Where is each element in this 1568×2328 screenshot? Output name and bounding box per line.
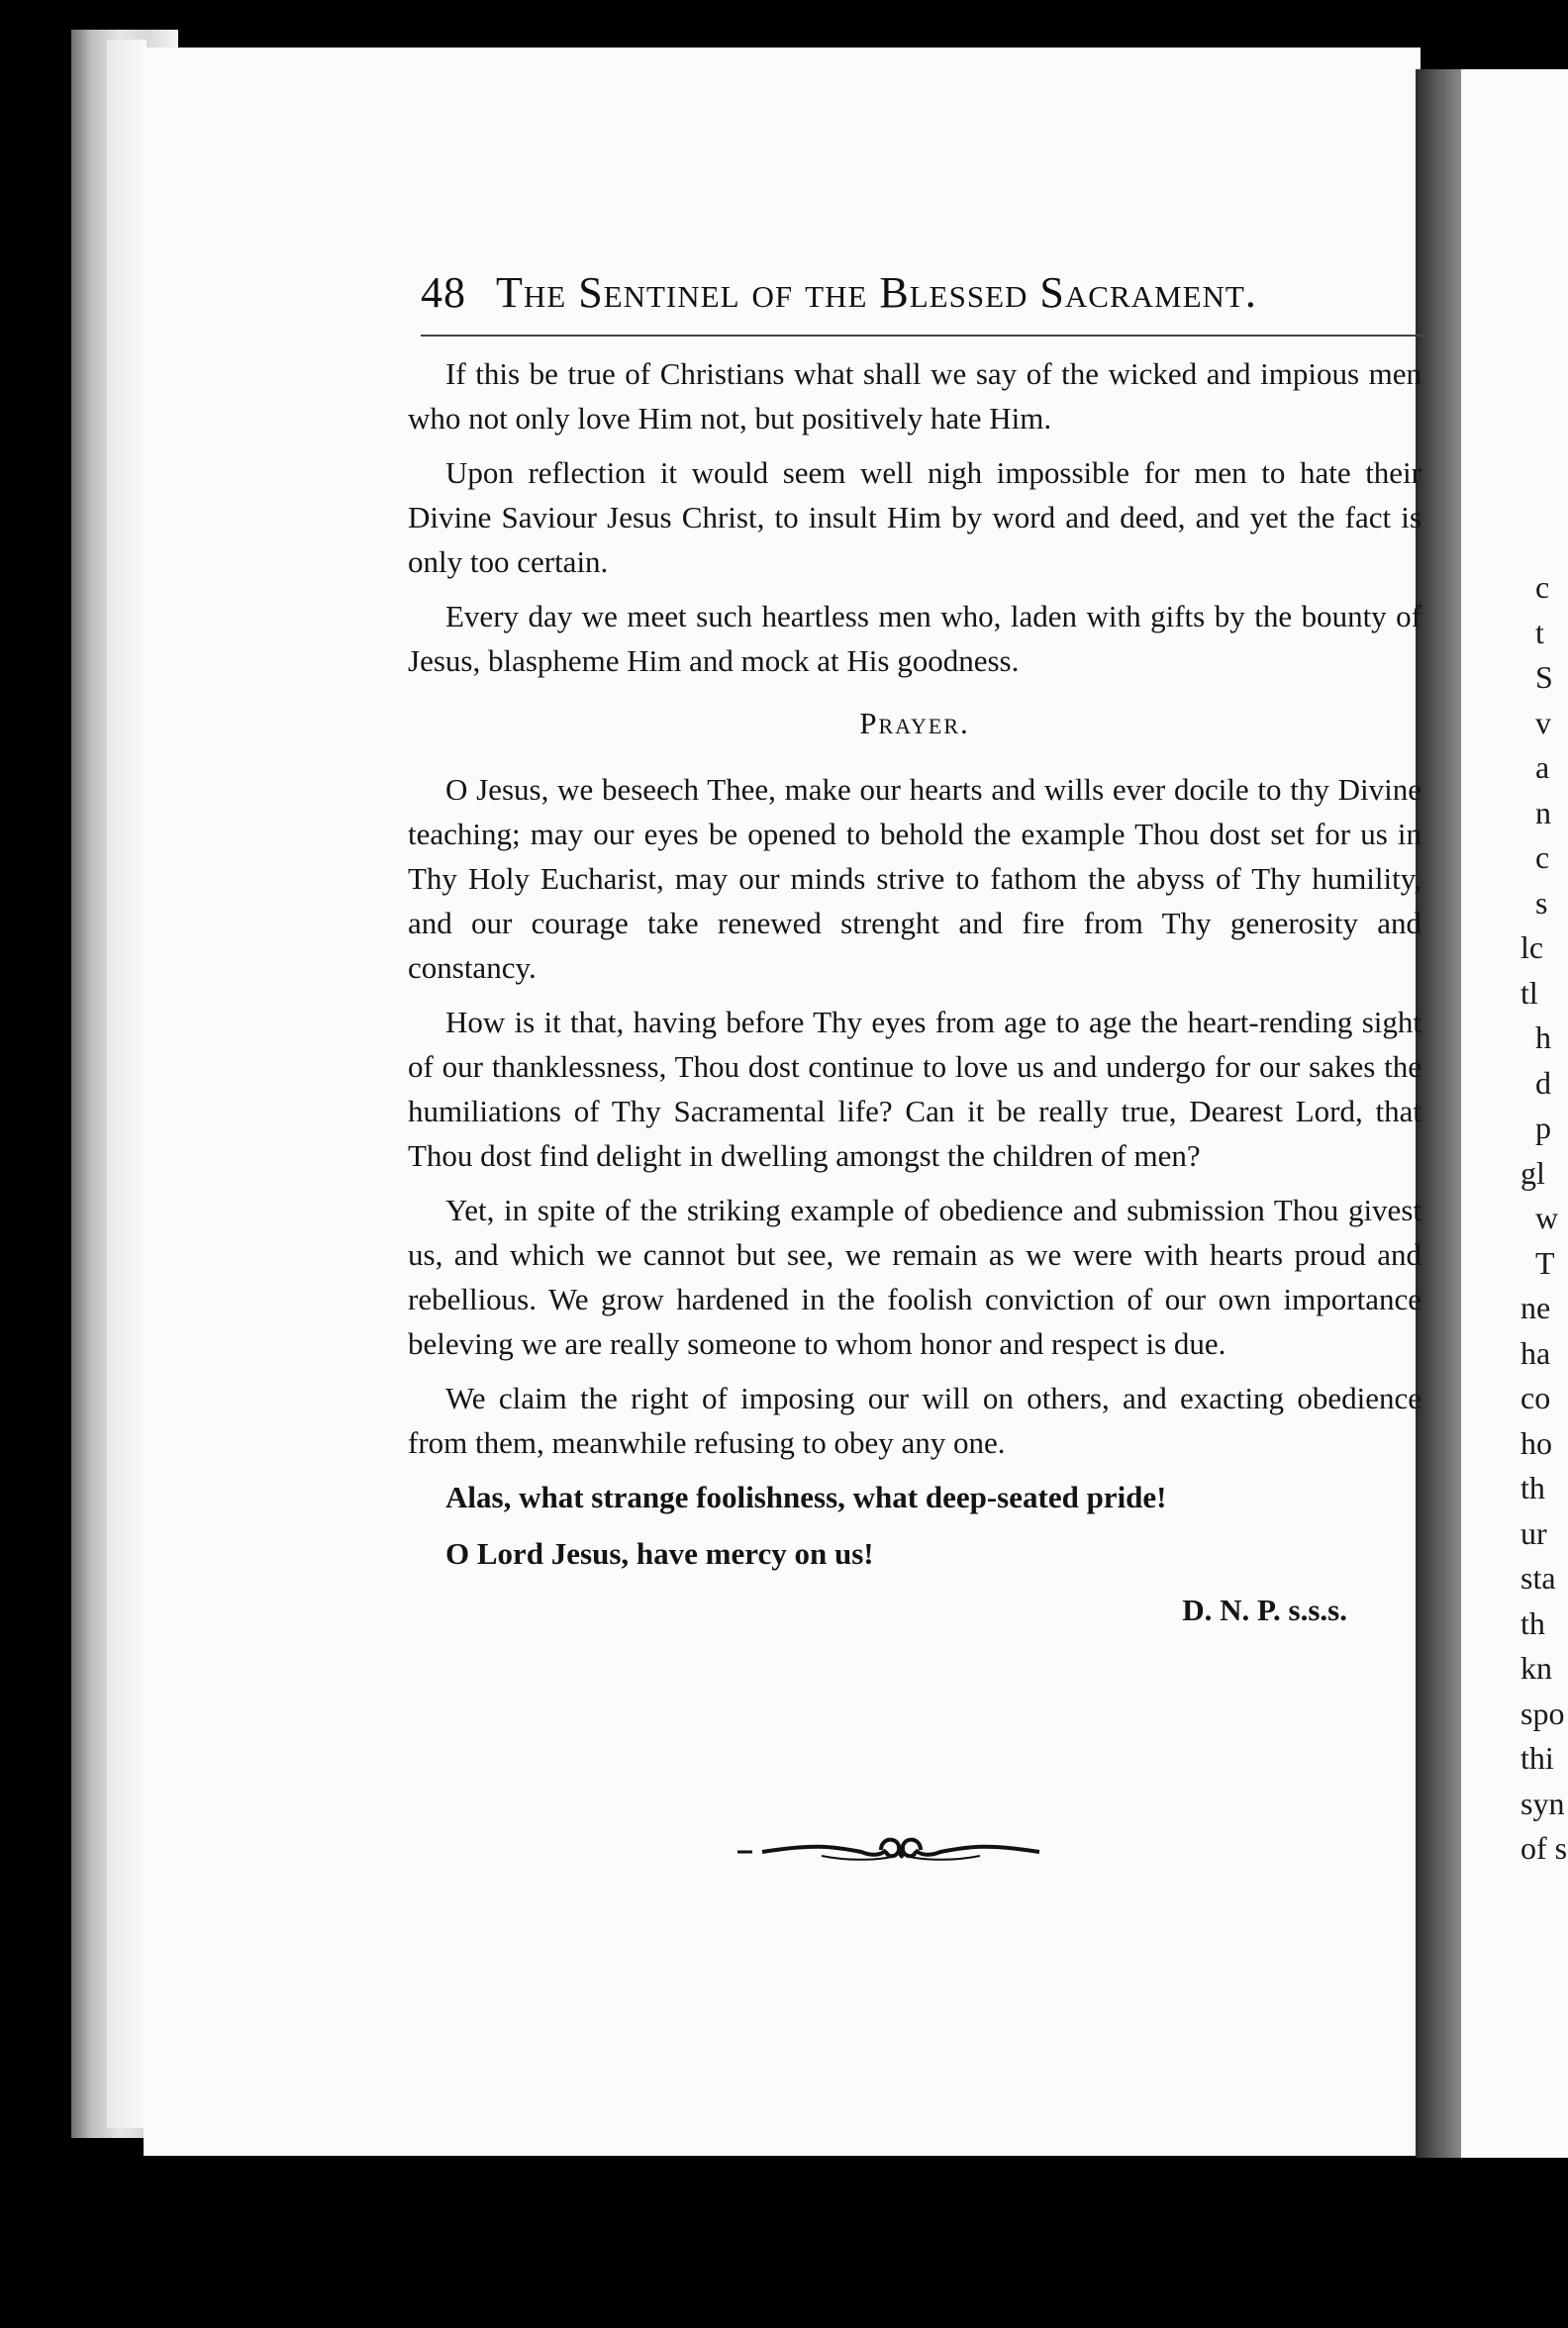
prayer-paragraph: O Jesus, we beseech Thee, make our hearts and wills ever docile to thy Divine teaching; may our eyes be opened to behold the example Thou dost set for us in Thy Holy Eucharist, may our minds strive to fathom the abyss of Thy humility, and our courage take renewed strenght and fire from Thy generosity and constancy. xyxy=(408,772,1421,985)
next-page-fragment: kn xyxy=(1520,1650,1552,1686)
prayer-heading: Prayer. xyxy=(859,706,970,740)
next-page-fragment: gl xyxy=(1520,1154,1545,1191)
next-page-fragment: T xyxy=(1535,1244,1555,1281)
next-page-fragment: co xyxy=(1520,1380,1551,1415)
paragraph: If this be true of Christians what shall we say of the wicked and impious men who not only love Him not, but positively hate Him. xyxy=(408,356,1421,436)
journal-title: The Sentinel of the Blessed Sacrament. xyxy=(496,268,1257,317)
next-page-fragment: v xyxy=(1535,704,1551,740)
prayer-paragraph: We claim the right of imposing our will on others, and exacting obedience from them, meanwhile refusing to obey any one. xyxy=(408,1381,1421,1460)
next-page-fragment: syn xyxy=(1520,1785,1565,1821)
running-header xyxy=(421,267,1421,318)
header-rule xyxy=(421,335,1425,337)
next-page-fragment: ne xyxy=(1520,1290,1551,1325)
article-body xyxy=(408,351,1421,1632)
gutter-shadow xyxy=(1416,69,1461,2158)
page-number: 48 xyxy=(421,268,466,317)
next-page-fragment: S xyxy=(1535,659,1553,695)
next-page-fragment: p xyxy=(1535,1110,1551,1145)
next-page-fragment: sta xyxy=(1520,1560,1556,1596)
next-page-fragment: tl xyxy=(1520,974,1538,1011)
next-page-fragment: h xyxy=(1535,1019,1551,1055)
next-page-fragment: c xyxy=(1535,839,1550,875)
prayer-paragraph: How is it that, having before Thy eyes from age to age the heart-rending sight of our thanklessness, Thou dost continue to love us and undergo for our sakes the humiliations of Thy Sacramental life? Can it be really true, Dearest Lord, that Thou dost find delight in dwelling amongst the children of men? xyxy=(408,1005,1421,1173)
signature: D. N. P. s.s.s. xyxy=(1182,1593,1347,1627)
next-page-fragment: d xyxy=(1535,1064,1551,1101)
next-page-fragment: lc xyxy=(1520,929,1544,965)
paragraph: Every day we meet such heartless men who, laden with gifts by the bounty of Jesus, blaspheme Him and mock at His goodness. xyxy=(408,599,1421,678)
next-page-fragment: n xyxy=(1535,794,1551,830)
next-page-fragment: s xyxy=(1535,884,1548,921)
page-edge xyxy=(107,40,147,2128)
next-page-fragment: ur xyxy=(1520,1514,1547,1551)
next-page-fragment: th xyxy=(1520,1604,1545,1641)
next-page-fragment: thi xyxy=(1520,1740,1554,1776)
next-page-fragment: th xyxy=(1520,1470,1545,1505)
next-page-fragment: ha xyxy=(1520,1334,1551,1371)
next-page-edge xyxy=(1461,69,1568,2158)
next-page-fragment: t xyxy=(1535,614,1544,650)
prayer-paragraph: Yet, in spite of the striking example of obedience and submission Thou givest us, and which we cannot but see, we remain as we were with hearts proud and rebellious. We grow hardened in the foolish conviction of our own importance beleving we are really someone to whom honor and respect is due. xyxy=(408,1193,1421,1361)
next-page-fragment: w xyxy=(1535,1200,1559,1235)
flourish-ornament-icon xyxy=(733,1826,1069,1876)
next-page-fragment: c xyxy=(1535,569,1550,605)
paragraph: Upon reflection it would seem well nigh impossible for men to hate their Divine Saviour Jesus Christ, to insult Him by word and deed, and yet the fact is only too certain. xyxy=(408,455,1421,579)
next-page-fragment: ho xyxy=(1520,1424,1552,1461)
closing-line: O Lord Jesus, have mercy on us! xyxy=(445,1536,874,1571)
closing-line: Alas, what strange foolishness, what deep-seated pride! xyxy=(445,1480,1167,1514)
next-page-fragment: of s xyxy=(1520,1830,1568,1866)
next-page-fragment: spo xyxy=(1520,1695,1565,1731)
next-page-fragment: a xyxy=(1535,749,1550,785)
